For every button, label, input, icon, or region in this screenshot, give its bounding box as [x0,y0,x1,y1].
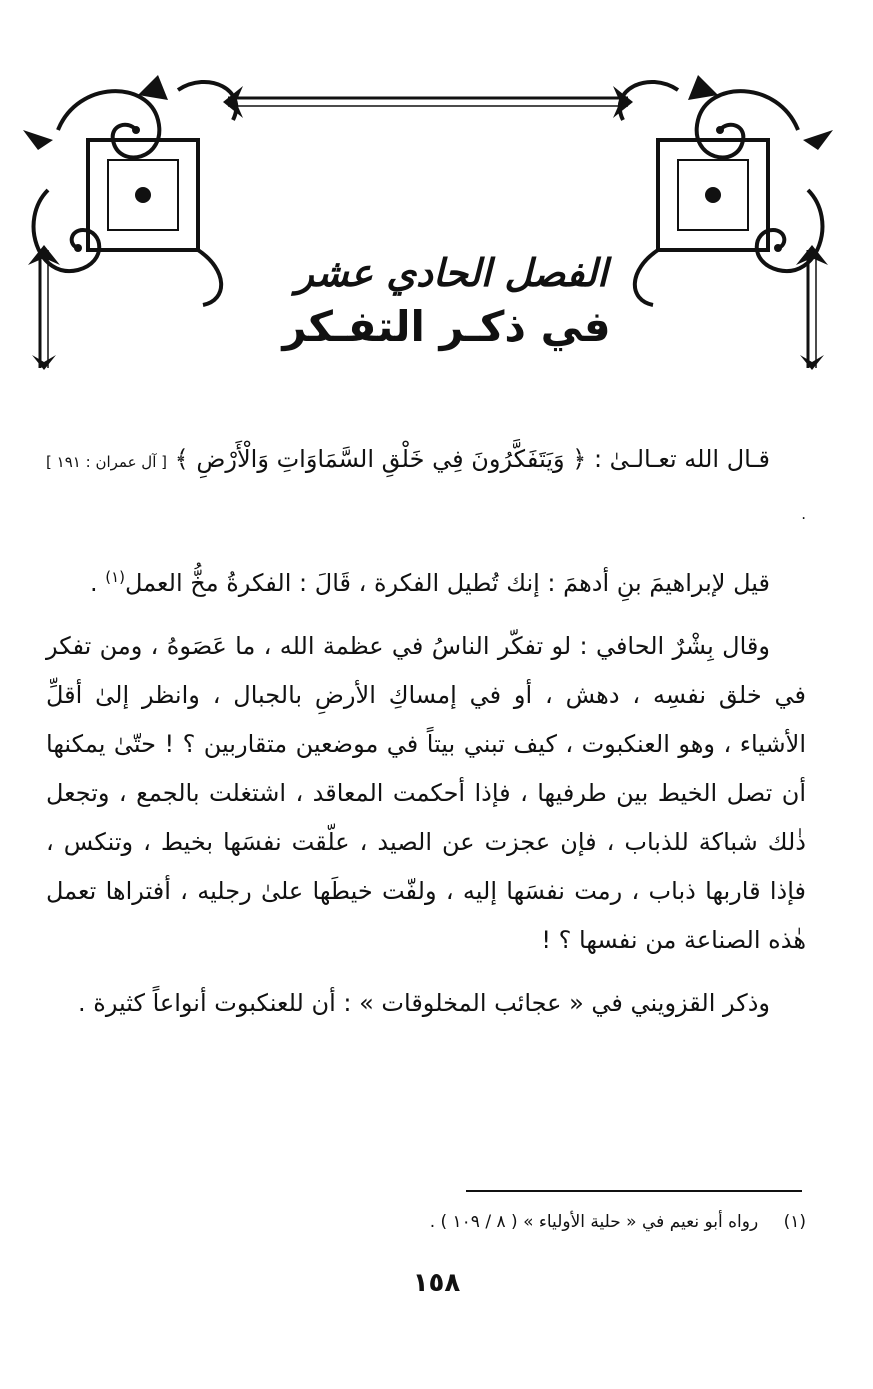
chapter-number: الفصل الحادي عشر [295,250,608,295]
chapter-heading [0,248,873,356]
chapter-title: في ذكـر التفـكر [282,302,611,351]
paragraph-ibrahim [46,553,806,608]
verse-reference: [ آل عمران : ١٩١ ] . [46,453,806,523]
qazwini-text: وذكر القزويني في « عجائب المخلوقات » : أن للعنكبوت أنواعاً كثيرة . [77,989,770,1017]
bishr-quote: وقال بِشْرٌ الحافي : لو تفكّر الناسُ في عظمة الله ، ما عَصَوهُ ، ومن تفكر في خلق نفسِه ، دهش ، أو في إمساكِ الأرضِ بالجبال ، وانظر إلىٰ أقلِّ الأشياء ، وهو العنكبوت ، كيف تبني بيتاً في موضعين متقاربين ؟ ! حتّىٰ يمكنها أن تصل الخيط بين طرفيها ، فإذا أحكمت المعاقد ، اشتغلت بالجمع ، وتجعل ذٰلك شباكة للذباب ، فإن عجزت عن الصيد ، علّقت نفسَها بخيط ، وتنكس ، فإذا قاربها ذباب ، رمت نفسَها إليه ، ولفّت خيطَها علىٰ رجليه ، أفتراها تعمل هٰذه الصناعة من نفسها ؟ ! [46,632,806,954]
paragraph-qazwini [46,979,806,1028]
footnote [46,1207,806,1237]
verse-text: قـال الله تعـالـىٰ : ﴿ وَيَتَفَكَّرُونَ فِي خَلْقِ السَّمَاوَاتِ وَالْأَرْضِ ﴾ [174,445,770,473]
paragraph-verse [46,435,806,539]
body-text [46,435,806,1042]
page-number: ١٥٨ [412,1268,461,1298]
footnote-divider [466,1190,802,1192]
footnote-number: (١) [783,1212,806,1232]
paragraph-bishr [46,622,806,965]
ibrahim-quote: قيل لإبراهيمَ بنِ أدهمَ : إنك تُطيل الفكرة ، قَالَ : الفكرةُ مخُّ العمل [125,569,770,597]
footnote-text: رواه أبو نعيم في « حلية الأولياء » ( ٨ / ١٠٩ ) . [429,1212,759,1232]
ibrahim-quote-end: . [89,569,106,597]
footnote-marker: (١) [105,568,125,586]
